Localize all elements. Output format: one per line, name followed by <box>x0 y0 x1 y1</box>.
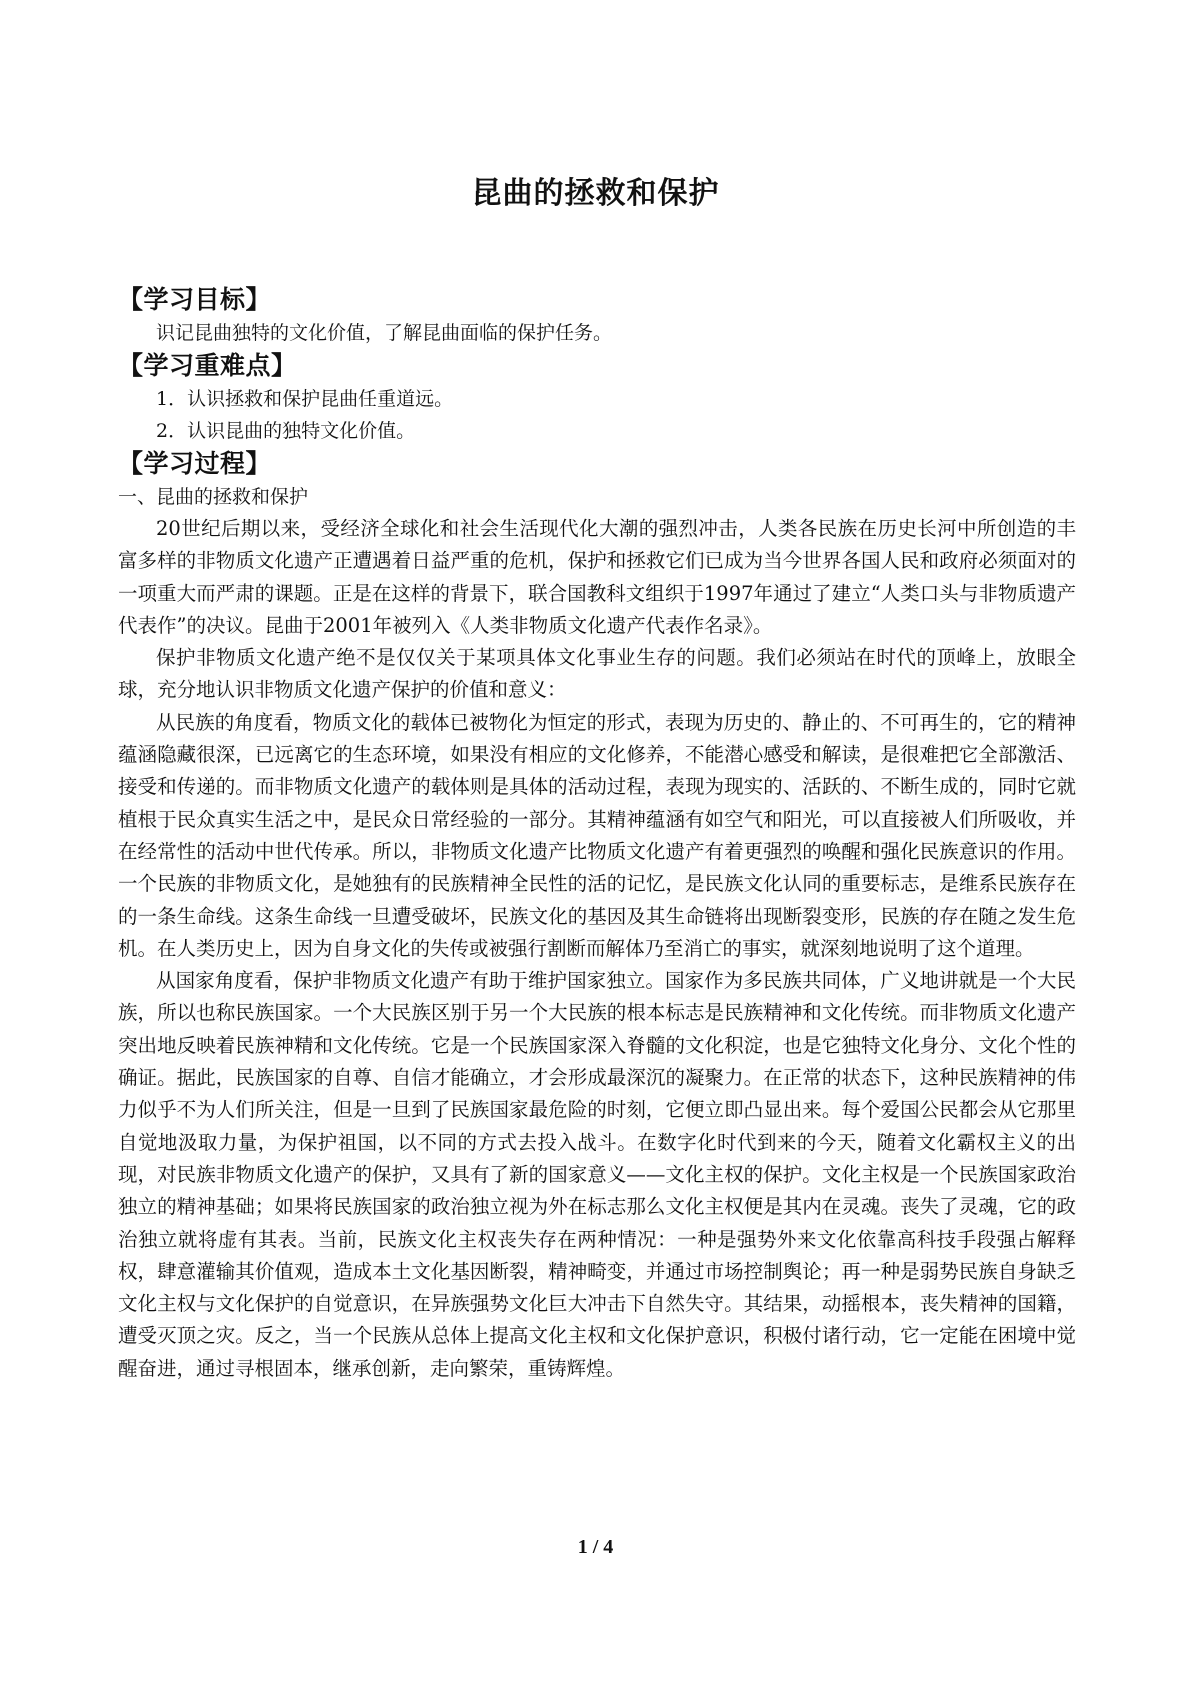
goals-text: 识记昆曲独特的文化价值，了解昆曲面临的保护任务。 <box>156 322 613 344</box>
body-paragraph: 保护非物质文化遗产绝不是仅仅关于某项具体文化事业生存的问题。我们必须站在时代的顶峰上，放眼全球，充分地认识非物质文化遗产保护的价值和意义： <box>118 646 1076 702</box>
body-paragraph: 从国家角度看，保护非物质文化遗产有助于维护国家独立。国家作为多民族共同体，广义地讲就是一个大民族，所以也称民族国家。一个大民族区别于另一个大民族的根本标志是民族精神和文化传统。而非物质文化遗产突出地反映着民族神精和文化传统。它是一个民族国家深入脊髓的文化积淀，也是它独特文化身分、文化个性的确证。据此，民族国家的自尊、自信才能确立，才会形成最深沉的凝聚力。在正常的状态下，这种民族精神的伟力似乎不为人们所关注，但是一旦到了民族国家最危险的时刻，它便立即凸显出来。每个爱国公民都会从它那里自觉地汲取力量，为保护祖国，以不同的方式去投入战斗。在数字化时代到来的今天，随着文化霸权主义的出现，对民族非物质文化遗产的保护，又具有了新的国家意义——文化主权的保护。文化主权是一个民族国家政治独立的精神基础；如果将民族国家的政治独立视为外在标志那么文化主权便是其内在灵魂。丧失了灵魂，它的政治独立就将虚有其表。当前，民族文化主权丧失存在两种情况：一种是强势外来文化依靠高科技手段强占解释权，肆意灌输其价值观，造成本土文化基因断裂，精神畸变，并通过市场控制舆论；再一种是弱势民族自身缺乏文化主权与文化保护的自觉意识，在异族强势文化巨大冲击下自然失守。其结果，动摇根本，丧失精神的国籍，遭受灭顶之灾。反之，当一个民族从总体上提高文化主权和文化保护意识，积极付诸行动，它一定能在困境中觉醒奋进，通过寻根固本，继承创新，走向繁荣，重铸辉煌。 <box>118 969 1076 1380</box>
document-title: 昆曲的拯救和保护 <box>471 176 720 211</box>
process-subheading: 一、昆曲的拯救和保护 <box>118 486 309 508</box>
body-paragraph: 20世纪后期以来，受经济全球化和社会生活现代化大潮的强烈冲击，人类各民族在历史长河中所创造的丰富多样的非物质文化遗产正遭遇着日益严重的危机，保护和拯救它们已成为当今世界各国人民和政府必须面对的一项重大而严肃的课题。正是在这样的背景下，联合国教科文组织于1997年通过了建立“人类口头与非物质遗产代表作”的决议。昆曲于2001年被列入《人类非物质文化遗产代表作名录》。 <box>118 517 1076 637</box>
key-point-item: 2．认识昆曲的独特文化价值。 <box>156 420 416 442</box>
key-point-item: 1．认识拯救和保护昆曲任重道远。 <box>156 388 454 410</box>
document-body <box>118 283 1076 1385</box>
section-heading-goals: 【学习目标】 <box>118 285 272 314</box>
page-number: 1 / 4 <box>577 1536 614 1558</box>
body-paragraph: 从民族的角度看，物质文化的载体已被物化为恒定的形式，表现为历史的、静止的、不可再生的，它的精神蕴涵隐藏很深，已远离它的生态环境，如果没有相应的文化修养，不能潜心感受和解读，是很难把它全部激活、接受和传递的。而非物质文化遗产的载体则是具体的活动过程，表现为现实的、活跃的、不断生成的，同时它就植根于民众真实生活之中，是民众日常经验的一部分。其精神蕴涵有如空气和阳光，可以直接被人们所吸收，并在经常性的活动中世代传承。所以，非物质文化遗产比物质文化遗产有着更强烈的唤醒和强化民族意识的作用。一个民族的非物质文化，是她独有的民族精神全民性的活的记忆，是民族文化认同的重要标志，是维系民族存在的一条生命线。这条生命线一旦遭受破坏，民族文化的基因及其生命链将出现断裂变形，民族的存在随之发生危机。在人类历史上，因为自身文化的失传或被强行割断而解体乃至消亡的事实，就深刻地说明了这个道理。 <box>118 710 1076 960</box>
section-heading-key-points: 【学习重难点】 <box>118 351 297 380</box>
section-heading-process: 【学习过程】 <box>118 449 272 478</box>
